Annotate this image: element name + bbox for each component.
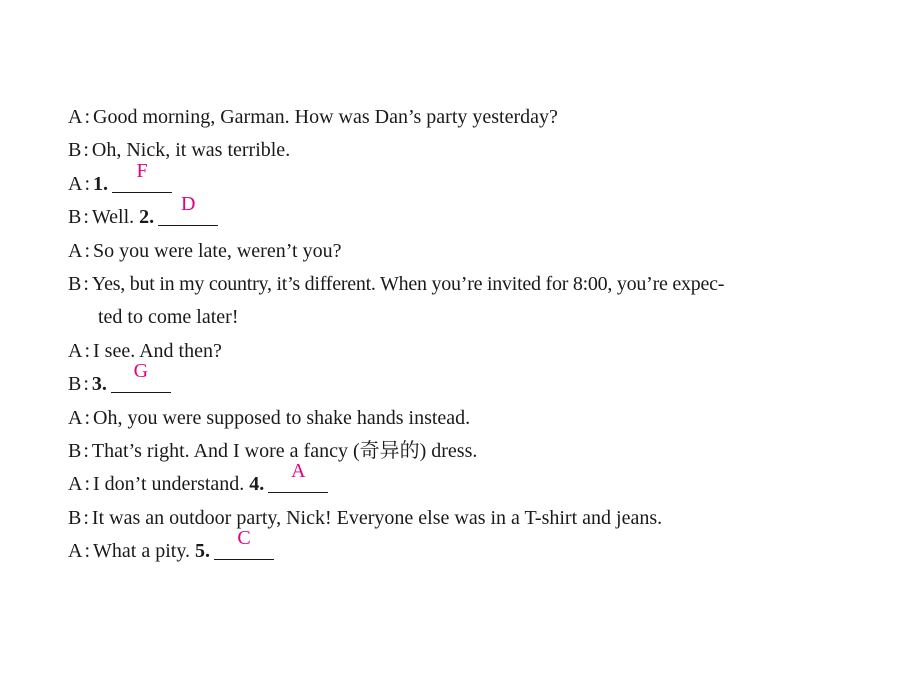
speaker-label: B	[68, 373, 82, 396]
speaker-label: A	[68, 106, 83, 128]
speaker-label: B	[68, 506, 82, 529]
line-text: Well.	[91, 206, 140, 229]
question-number: 3.	[91, 373, 107, 396]
speaker-label: A	[68, 339, 83, 362]
dialogue-line-8: B : 3. G	[68, 368, 868, 401]
answer-blank-3[interactable]	[111, 360, 171, 393]
question-number: 2.	[139, 206, 155, 229]
line-text: Yes, but in my country, it’s different. When you’re invited for 8:00, you’re expec-	[91, 272, 725, 295]
line-text-continued: ted to come later!	[98, 306, 239, 329]
answer-blank-2[interactable]	[158, 193, 218, 226]
dialogue-line-10: B : That’s right. And I wore a fancy (奇异的) dress.	[68, 435, 868, 468]
line-text: I don’t understand.	[93, 473, 250, 496]
dialogue-line-2: B : Oh, Nick, it was terrible.	[68, 134, 868, 167]
dialogue-line-6-continued	[68, 301, 868, 334]
question-number: 5.	[195, 540, 211, 563]
speaker-label: B	[68, 439, 82, 462]
answer-text: C	[237, 527, 251, 550]
line-text: Good morning, Garman. How was Dan’s party yesterday?	[93, 106, 558, 128]
speaker-label: B	[68, 272, 82, 295]
dialogue-line-13: A : What a pity. 5. C	[68, 535, 868, 568]
dialogue-line-1: A : Good morning, Garman. How was Dan’s party yesterday?	[68, 101, 868, 134]
dialogue-line-6: B : Yes, but in my country, it’s different. When you’re invited for 8:00, you’re expec-	[68, 268, 868, 301]
answer-text: G	[133, 360, 149, 383]
speaker-label: B	[68, 139, 82, 162]
dialogue-line-9: A : Oh, you were supposed to shake hands instead.	[68, 402, 868, 435]
dialogue-line-12: B : It was an outdoor party, Nick! Everyone else was in a T-shirt and jeans.	[68, 502, 868, 535]
line-text: What a pity.	[93, 540, 196, 563]
dialogue-line-4: B : Well. 2. D	[68, 201, 868, 234]
answer-text: D	[180, 193, 196, 216]
dialogue-line-7: A : I see. And then?	[68, 335, 868, 368]
answer-text: A	[291, 460, 306, 483]
answer-blank-5[interactable]	[214, 527, 274, 560]
speaker-label: A	[68, 406, 83, 429]
line-text: I see. And then?	[93, 339, 222, 362]
line-text: So you were late, weren’t you?	[93, 239, 342, 262]
dialogue-line-3: A : 1. F	[68, 168, 868, 201]
speaker-label: A	[68, 172, 83, 195]
speaker-label: B	[68, 206, 82, 229]
answer-blank-4[interactable]	[268, 460, 328, 493]
line-text: Oh, Nick, it was terrible.	[91, 139, 291, 162]
answer-blank-1[interactable]	[112, 159, 172, 193]
answer-text: F	[136, 159, 148, 182]
question-number: 1.	[93, 172, 109, 195]
dialogue	[68, 101, 868, 568]
speaker-label: A	[68, 239, 83, 262]
line-text: That’s right. And I wore a fancy (奇异的) dress.	[91, 439, 478, 462]
speaker-label: A	[68, 540, 83, 563]
dialogue-line-11: A : I don’t understand. 4. A	[68, 468, 868, 501]
speaker-label: A	[68, 473, 83, 496]
line-text: It was an outdoor party, Nick! Everyone else was in a T-shirt and jeans.	[91, 506, 663, 529]
question-number: 4.	[249, 473, 265, 496]
line-text: Oh, you were supposed to shake hands instead.	[93, 406, 471, 429]
dialogue-line-5: A : So you were late, weren’t you?	[68, 235, 868, 268]
